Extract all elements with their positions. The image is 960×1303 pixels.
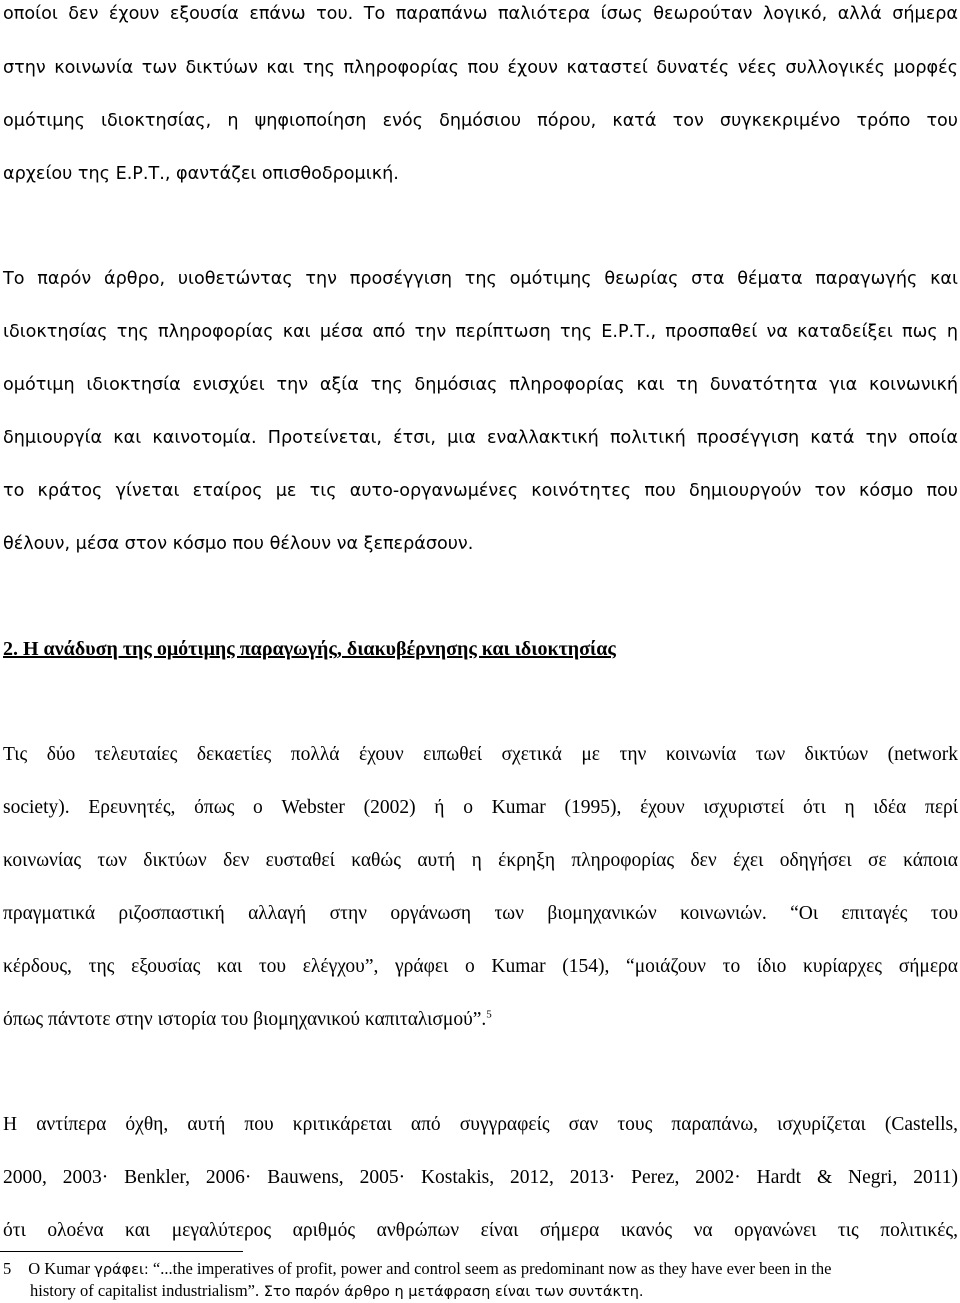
footnote-quote-end: history of capitalist industrialism”. xyxy=(30,1281,260,1300)
section-heading: 2. Η ανάδυση της ομότιμης παραγωγής, διακυβέρνησης και ιδιοκτησίας xyxy=(3,638,616,660)
text-line: Το παρόν άρθρο, υιοθετώντας την προσέγγιση της ομότιμης θεωρίας στα θέματα παραγωγής και xyxy=(3,269,958,289)
text-line: οποίοι δεν έχουν εξουσία επάνω του. Το παραπάνω παλιότερα ίσως θεωρούταν λογικό, αλλά σήμερα xyxy=(3,4,958,24)
text-line: society). Ερευνητές, όπως ο Webster (2002) ή ο Kumar (1995), έχουν ισχυριστεί ότι η ιδέα περί xyxy=(3,797,958,818)
text-line: ομότιμης ιδιοκτησίας, η ψηφιοποίηση ενός δημόσιου πόρου, κατά τον συγκεκριμένο τρόπο του xyxy=(3,111,958,131)
text-line: ιδιοκτησίας της πληροφορίας και μέσα από την περίπτωση της Ε.Ρ.Τ., προσπαθεί να καταδείξει πως η xyxy=(3,322,958,342)
text-line: δημιουργία και καινοτομία. Προτείνεται, έτσι, μια εναλλακτική πολιτική προσέγγιση κατά την οποία xyxy=(3,428,958,448)
footnote-line xyxy=(3,1259,831,1280)
footnote-reference[interactable]: 5 xyxy=(486,1008,492,1021)
text-line: πραγματικά ριζοσπαστική αλλαγή στην οργάνωση των βιομηχανικών κοινωνιών. “Οι επιταγές του xyxy=(3,903,958,924)
text-line: Τις δύο τελευταίες δεκαετίες πολλά έχουν ειπωθεί σχετικά με την κοινωνία των δικτύων (network xyxy=(3,744,958,765)
text-line: αρχείου της Ε.Ρ.Τ., φαντάζει οπισθοδρομική. xyxy=(3,164,399,184)
text-line xyxy=(3,1008,958,1032)
text-line: το κράτος γίνεται εταίρος με τις αυτο-οργανωμένες κοινότητες που δημιουργούν τον κόσμο που xyxy=(3,481,958,501)
footnote-line xyxy=(30,1281,644,1302)
footnote-author: O Kumar xyxy=(28,1259,91,1278)
footnote-translation-note: Στο παρόν άρθρο η μετάφραση είναι των συντάκτη. xyxy=(259,1284,644,1300)
text-line: ομότιμη ιδιοκτησία ενισχύει την αξία της δημόσιας πληροφορίας και τη δυνατότητα για κοινωνική xyxy=(3,375,958,395)
text-line: στην κοινωνία των δικτύων και της πληροφορίας που έχουν καταστεί δυνατές νέες συλλογικές μορφές xyxy=(3,58,958,78)
footnote-number: 5 xyxy=(3,1259,12,1278)
text-line-content: όπως πάντοτε στην ιστορία του βιομηχανικού καπιταλισμού”. xyxy=(3,1009,487,1030)
text-line: ότι ολοένα και μεγαλύτερος αριθμός ανθρώπων είναι σήμερα ικανός να οργανώνει τις πολιτικές, xyxy=(3,1220,958,1241)
footnote-divider xyxy=(0,1251,243,1252)
text-line: 2000, 2003· Benkler, 2006· Bauwens, 2005· Kostakis, 2012, 2013· Perez, 2002· Hardt & Negri, 2011) xyxy=(3,1167,958,1188)
text-line: Η αντίπερα όχθη, αυτή που κριτικάρεται από συγγραφείς σαν τους παραπάνω, ισχυρίζεται (Castells, xyxy=(3,1114,958,1135)
text-line: κέρδους, της εξουσίας και του ελέγχου”, γράφει ο Kumar (154), “μοιάζουν το ίδιο κυρίαρχες σήμερα xyxy=(3,956,958,977)
footnote-verb: γράφει: xyxy=(94,1262,149,1278)
text-line: κοινωνίας των δικτύων δεν ευσταθεί καθώς αυτή η έκρηξη πληροφορίας δεν έχει οδηγήσει σε κάποια xyxy=(3,850,958,871)
text-line: θέλουν, μέσα στον κόσμο που θέλουν να ξεπεράσουν. xyxy=(3,534,474,554)
footnote-quote-start: “...the imperatives of profit, power and control seem as predominant now as they have ever been in the xyxy=(148,1259,832,1278)
